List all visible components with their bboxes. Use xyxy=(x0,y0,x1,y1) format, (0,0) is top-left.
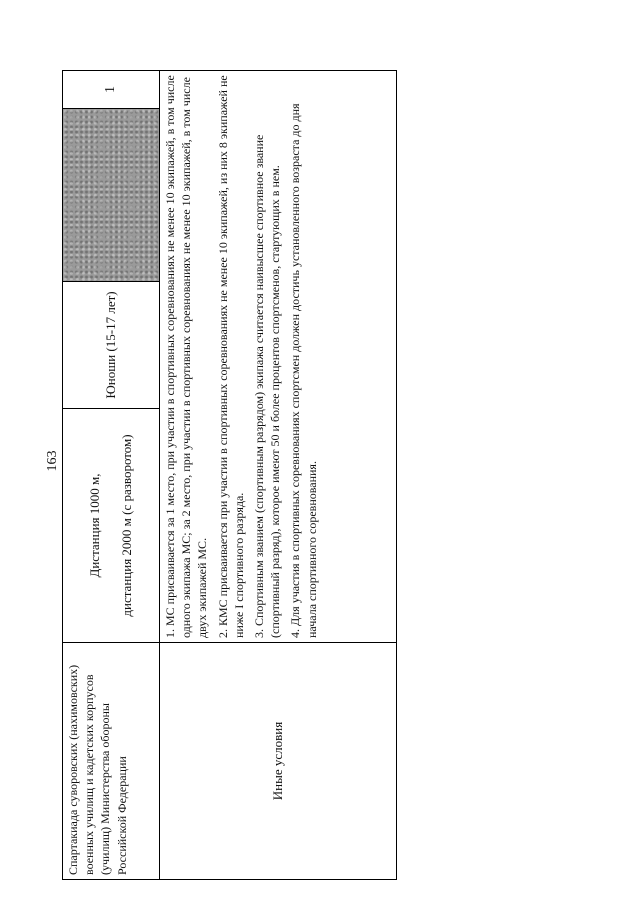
distance-line-1: Дистанция 1000 м, xyxy=(87,473,103,578)
competition-table xyxy=(62,70,397,880)
condition-item: 2. КМС присваивается при участии в спортивных соревнованиях не менее 10 экипажей, из них 8 экипажей не ниже I спортивного разряда. xyxy=(215,75,246,638)
condition-item: 1. МС присваивается за 1 место, при участии в спортивных соревнованиях не менее 10 экипажей, в том числе одного экипажа МС; за 2 место, при участии в спортивных соревнованиях не менее 10 экипажей, в том числе двух экипажей МС. xyxy=(163,75,210,638)
rotated-page xyxy=(62,70,394,880)
page-number: 163 xyxy=(45,450,60,472)
distance-line-2: дистанция 2000 м (с разворотом) xyxy=(119,434,134,617)
organizer-cell: Спартакиада суворовских (нахимовских) военных училищ и кадетских корпусов (училищ) Министерства обороны Российской Федерации xyxy=(63,643,160,880)
age-group-cell: Юноши (15-17 лет) xyxy=(63,282,160,409)
other-conditions-label: Иные условия xyxy=(160,643,397,880)
distance-cell xyxy=(63,409,160,643)
condition-item: 4. Для участия в спортивных соревнованиях спортсмен должен достичь установленного возраста до дня начала спортивного соревнования. xyxy=(288,103,319,638)
shaded-cell xyxy=(63,109,160,282)
count-cell: 1 xyxy=(63,71,160,109)
conditions-cell xyxy=(160,71,397,643)
table-row-conditions xyxy=(160,71,397,880)
condition-item: 3. Спортивным званием (спортивным разрядом) экипажа считается наивысшее спортивное звание (спортивный разряд), которое имеют 50 и более процентов спортсменов, стартующих в нем. xyxy=(251,134,283,638)
table-row-event xyxy=(63,71,160,880)
